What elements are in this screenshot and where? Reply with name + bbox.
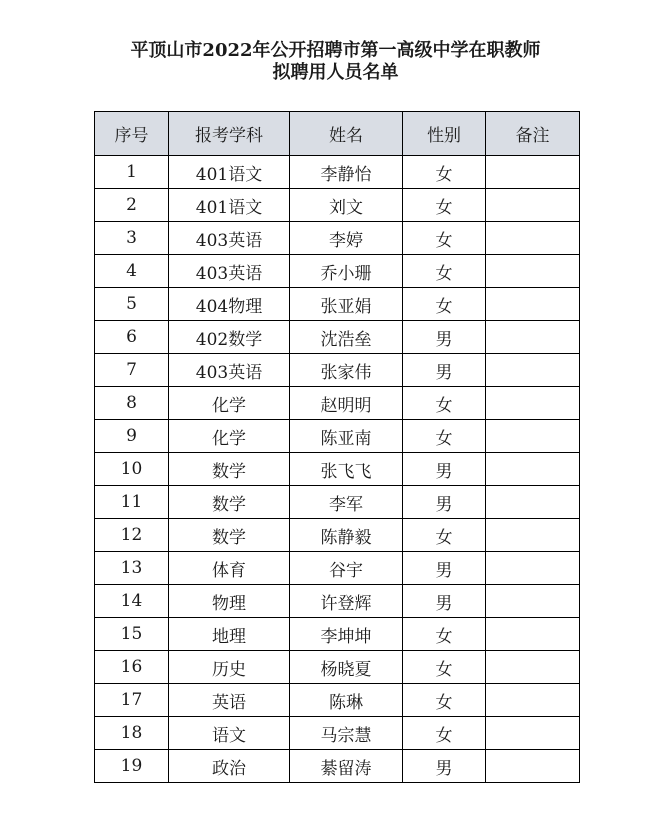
cell-subject: 数学 — [169, 453, 290, 486]
cell-remarks — [486, 255, 580, 288]
cell-name: 李军 — [290, 486, 403, 519]
cell-serial-number: 16 — [95, 651, 169, 684]
cell-subject: 401语文 — [169, 156, 290, 189]
cell-gender: 男 — [403, 750, 486, 783]
cell-subject: 化学 — [169, 387, 290, 420]
cell-remarks — [486, 189, 580, 222]
cell-gender: 女 — [403, 156, 486, 189]
cell-remarks — [486, 750, 580, 783]
table-row — [95, 519, 580, 552]
cell-gender: 女 — [403, 255, 486, 288]
cell-serial-number: 17 — [95, 684, 169, 717]
cell-remarks — [486, 585, 580, 618]
header-serial-number: 序号 — [95, 112, 169, 156]
cell-gender: 男 — [403, 585, 486, 618]
cell-name: 张亚娟 — [290, 288, 403, 321]
cell-remarks — [486, 519, 580, 552]
cell-serial-number: 5 — [95, 288, 169, 321]
table-row — [95, 288, 580, 321]
table-row — [95, 222, 580, 255]
header-subject: 报考学科 — [169, 112, 290, 156]
cell-remarks — [486, 717, 580, 750]
table-row — [95, 420, 580, 453]
table-row — [95, 486, 580, 519]
cell-remarks — [486, 420, 580, 453]
cell-serial-number: 15 — [95, 618, 169, 651]
cell-subject: 化学 — [169, 420, 290, 453]
cell-gender: 女 — [403, 222, 486, 255]
cell-serial-number: 10 — [95, 453, 169, 486]
cell-name: 张家伟 — [290, 354, 403, 387]
cell-remarks — [486, 651, 580, 684]
cell-subject: 403英语 — [169, 222, 290, 255]
cell-gender: 女 — [403, 387, 486, 420]
header-gender: 性别 — [403, 112, 486, 156]
cell-remarks — [486, 321, 580, 354]
cell-serial-number: 2 — [95, 189, 169, 222]
table-row — [95, 750, 580, 783]
cell-gender: 女 — [403, 618, 486, 651]
cell-subject: 401语文 — [169, 189, 290, 222]
document-title — [0, 40, 671, 84]
cell-serial-number: 18 — [95, 717, 169, 750]
header-name: 姓名 — [290, 112, 403, 156]
cell-serial-number: 6 — [95, 321, 169, 354]
cell-serial-number: 9 — [95, 420, 169, 453]
cell-subject: 物理 — [169, 585, 290, 618]
table-row — [95, 156, 580, 189]
cell-name: 陈琳 — [290, 684, 403, 717]
cell-gender: 女 — [403, 288, 486, 321]
cell-subject: 体育 — [169, 552, 290, 585]
cell-subject: 政治 — [169, 750, 290, 783]
cell-gender: 女 — [403, 420, 486, 453]
cell-gender: 女 — [403, 189, 486, 222]
cell-name: 许登辉 — [290, 585, 403, 618]
table-body — [95, 156, 580, 783]
cell-serial-number: 3 — [95, 222, 169, 255]
cell-gender: 男 — [403, 486, 486, 519]
cell-name: 陈静毅 — [290, 519, 403, 552]
cell-subject: 历史 — [169, 651, 290, 684]
cell-remarks — [486, 354, 580, 387]
table-row — [95, 354, 580, 387]
cell-subject: 402数学 — [169, 321, 290, 354]
table-row — [95, 618, 580, 651]
cell-name: 张飞飞 — [290, 453, 403, 486]
cell-gender: 女 — [403, 651, 486, 684]
cell-serial-number: 14 — [95, 585, 169, 618]
cell-gender: 男 — [403, 354, 486, 387]
cell-subject: 数学 — [169, 486, 290, 519]
cell-gender: 男 — [403, 321, 486, 354]
cell-serial-number: 11 — [95, 486, 169, 519]
hiring-roster-table — [94, 111, 580, 783]
cell-name: 谷宇 — [290, 552, 403, 585]
cell-subject: 404物理 — [169, 288, 290, 321]
cell-subject: 地理 — [169, 618, 290, 651]
cell-remarks — [486, 288, 580, 321]
title-line-2: 拟聘用人员名单 — [272, 62, 399, 83]
cell-name: 刘文 — [290, 189, 403, 222]
cell-serial-number: 19 — [95, 750, 169, 783]
table-row — [95, 321, 580, 354]
cell-subject: 403英语 — [169, 354, 290, 387]
cell-name: 李婷 — [290, 222, 403, 255]
cell-serial-number: 12 — [95, 519, 169, 552]
cell-subject: 403英语 — [169, 255, 290, 288]
cell-name: 乔小珊 — [290, 255, 403, 288]
cell-serial-number: 4 — [95, 255, 169, 288]
cell-name: 李坤坤 — [290, 618, 403, 651]
cell-name: 李静怡 — [290, 156, 403, 189]
table-row — [95, 585, 580, 618]
table-header-row — [95, 112, 580, 156]
cell-name: 马宗慧 — [290, 717, 403, 750]
cell-remarks — [486, 552, 580, 585]
table-row — [95, 552, 580, 585]
title-line-1: 平顶山市2022年公开招聘市第一高级中学在职教师 — [130, 40, 541, 61]
cell-remarks — [486, 684, 580, 717]
cell-subject: 语文 — [169, 717, 290, 750]
cell-remarks — [486, 156, 580, 189]
cell-subject: 数学 — [169, 519, 290, 552]
table-row — [95, 717, 580, 750]
table-row — [95, 453, 580, 486]
cell-remarks — [486, 222, 580, 255]
cell-gender: 女 — [403, 717, 486, 750]
cell-remarks — [486, 486, 580, 519]
table-row — [95, 255, 580, 288]
cell-name: 杨晓夏 — [290, 651, 403, 684]
table-row — [95, 651, 580, 684]
cell-serial-number: 8 — [95, 387, 169, 420]
cell-gender: 女 — [403, 684, 486, 717]
table-row — [95, 189, 580, 222]
cell-name: 陈亚南 — [290, 420, 403, 453]
table-row — [95, 684, 580, 717]
cell-name: 沈浩垒 — [290, 321, 403, 354]
cell-gender: 女 — [403, 519, 486, 552]
cell-serial-number: 7 — [95, 354, 169, 387]
table-row — [95, 387, 580, 420]
cell-gender: 男 — [403, 552, 486, 585]
cell-gender: 男 — [403, 453, 486, 486]
cell-remarks — [486, 453, 580, 486]
cell-serial-number: 1 — [95, 156, 169, 189]
cell-serial-number: 13 — [95, 552, 169, 585]
cell-remarks — [486, 618, 580, 651]
cell-name: 綦留涛 — [290, 750, 403, 783]
cell-remarks — [486, 387, 580, 420]
cell-name: 赵明明 — [290, 387, 403, 420]
cell-subject: 英语 — [169, 684, 290, 717]
header-remarks: 备注 — [486, 112, 580, 156]
